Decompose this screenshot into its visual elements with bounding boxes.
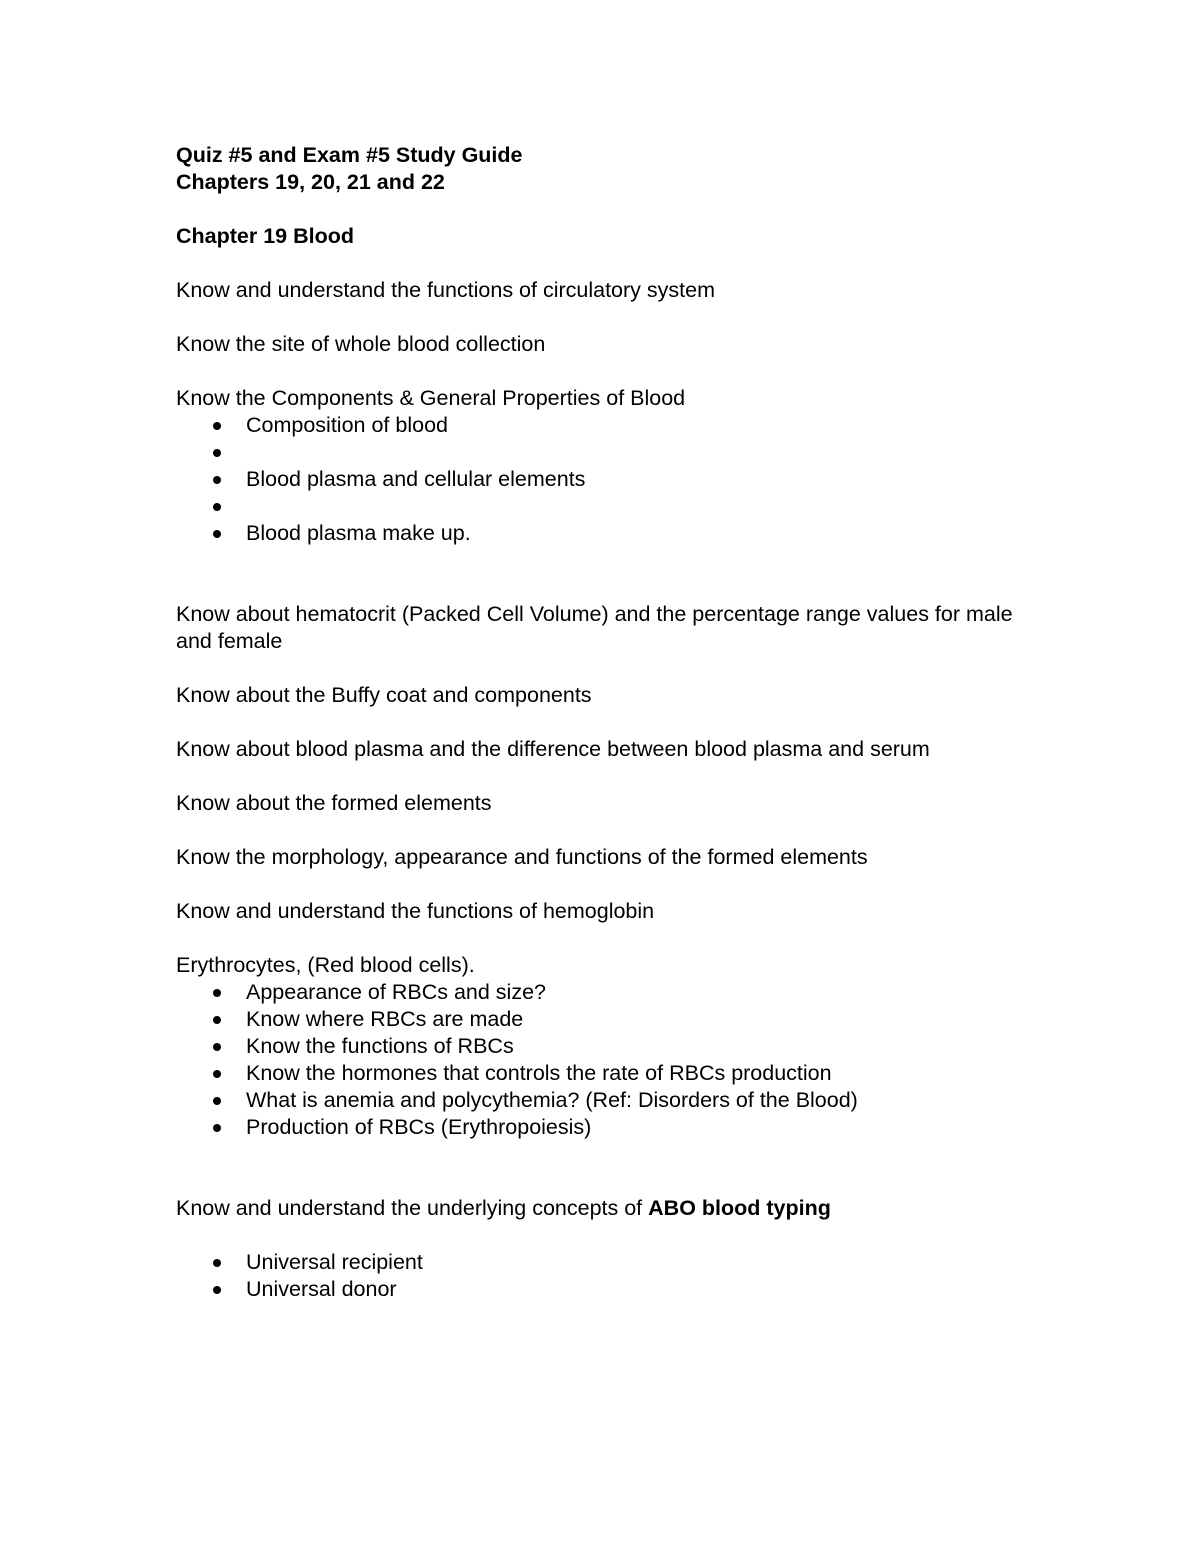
bullet-icon [213,530,221,538]
spacer [176,358,1026,385]
bullet-icon [213,1097,221,1105]
bullet-icon [213,1286,221,1294]
abo-intro-bold: ABO blood typing [648,1196,831,1220]
abo-bullet-list [176,1249,1026,1303]
list-item [176,1006,1026,1033]
item-circulatory: Know and understand the functions of circulatory system [176,278,715,302]
spacer [176,763,1026,790]
list-item-text: Universal recipient [246,1250,423,1274]
spacer [176,547,1026,601]
list-item-text: Know where RBCs are made [246,1007,524,1031]
item-erythrocytes-intro: Erythrocytes, (Red blood cells). [176,953,475,977]
bullet-icon [213,1124,221,1132]
list-item [176,520,1026,547]
spacer [176,871,1026,898]
bullet-icon [213,503,221,511]
abo-intro-text: Know and understand the underlying concepts of [176,1196,649,1220]
list-item [176,1033,1026,1060]
spacer [176,304,1026,331]
item-plasma-serum: Know about blood plasma and the difference between blood plasma and serum [176,737,930,761]
spacer [176,925,1026,952]
spacer [176,1141,1026,1195]
item-hemoglobin: Know and understand the functions of hemoglobin [176,899,655,923]
item-morphology: Know the morphology, appearance and functions of the formed elements [176,845,868,869]
bullet-icon [213,476,221,484]
list-item [176,1087,1026,1114]
list-item-text: What is anemia and polycythemia? (Ref: Disorders of the Blood) [246,1088,858,1112]
spacer [176,1222,1026,1249]
list-item-text: Blood plasma make up. [246,521,471,545]
chapter-heading: Chapter 19 Blood [176,224,354,248]
list-item [176,1276,1026,1303]
list-item [176,493,1026,520]
list-item-text: Know the functions of RBCs [246,1034,514,1058]
document-title: Quiz #5 and Exam #5 Study Guide [176,143,523,167]
list-item-text: Blood plasma and cellular elements [246,467,586,491]
list-item [176,1249,1026,1276]
bullet-icon [213,1259,221,1267]
list-item-text: Know the hormones that controls the rate of RBCs production [246,1061,832,1085]
item-formed-elements: Know about the formed elements [176,791,492,815]
list-item [176,1060,1026,1087]
item-buffy-coat: Know about the Buffy coat and components [176,683,592,707]
list-item-text: Production of RBCs (Erythropoiesis) [246,1115,592,1139]
bullet-icon [213,1043,221,1051]
bullet-icon [213,989,221,997]
document-content [176,142,1026,1303]
list-item [176,412,1026,439]
list-item [176,439,1026,466]
spacer [176,196,1026,223]
list-item [176,979,1026,1006]
item-components-intro: Know the Components & General Properties of Blood [176,386,686,410]
item-collection-site: Know the site of whole blood collection [176,332,546,356]
list-item [176,1114,1026,1141]
item-abo-intro [176,1195,1026,1222]
bullet-icon [213,1070,221,1078]
spacer [176,655,1026,682]
bullet-icon [213,449,221,457]
list-item-text: Composition of blood [246,413,448,437]
list-item [176,466,1026,493]
list-item-text: Appearance of RBCs and size? [246,980,546,1004]
spacer [176,709,1026,736]
bullet-icon [213,422,221,430]
document-subtitle: Chapters 19, 20, 21 and 22 [176,170,445,194]
erythrocytes-bullet-list [176,979,1026,1141]
spacer [176,817,1026,844]
bullet-icon [213,1016,221,1024]
item-hematocrit: Know about hematocrit (Packed Cell Volume) and the percentage range values for male and female [176,602,1013,653]
spacer [176,250,1026,277]
components-bullet-list [176,412,1026,547]
list-item-text: Universal donor [246,1277,397,1301]
